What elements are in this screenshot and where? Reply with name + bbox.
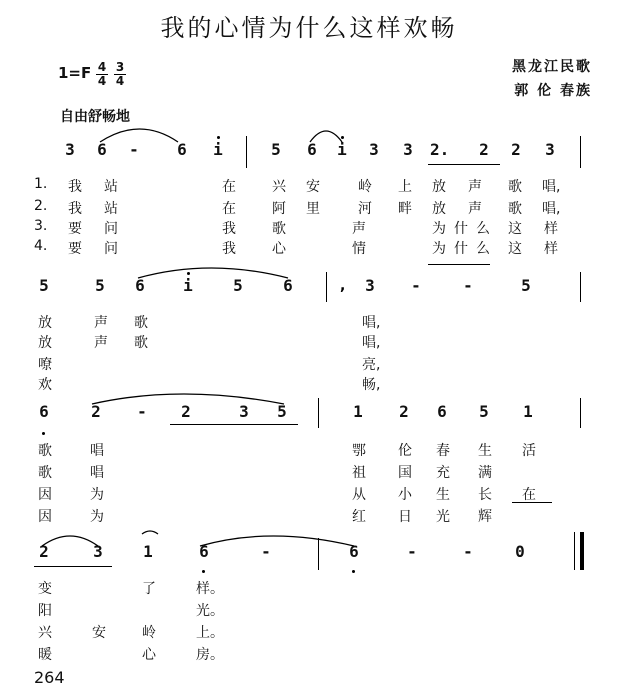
lyric-char: 充	[436, 465, 450, 481]
lyric-char: 么	[476, 221, 490, 237]
lyric-underline	[428, 264, 490, 265]
slur	[42, 536, 98, 546]
source-credit: 黑龙江民歌	[512, 59, 592, 75]
note: 1	[523, 402, 533, 421]
note: 2	[181, 402, 191, 421]
page-number: 264	[34, 668, 65, 687]
lyric-char: 生	[436, 487, 450, 503]
high-octave-dot	[341, 136, 344, 139]
note: 5	[39, 276, 49, 295]
svg-text:,: ,	[340, 278, 346, 294]
note: 5	[277, 402, 287, 421]
lyric-char: 样	[544, 221, 558, 237]
lyric-char: 畔	[398, 201, 412, 217]
lyric-char: 歌	[272, 221, 286, 237]
page-title: 我的心情为什么这样欢畅	[160, 14, 458, 42]
lyric-char: 声	[94, 335, 108, 351]
lyric-char: 放	[38, 315, 52, 331]
lyric-char: 声	[352, 221, 366, 237]
lyric-char: 安	[92, 625, 106, 641]
lyric-char: 欢	[38, 377, 52, 393]
key-signature: 1=F	[58, 64, 92, 82]
note: 6	[283, 276, 293, 295]
note: 1	[143, 542, 153, 561]
high-octave-dot	[217, 136, 220, 139]
lyric-char: 变	[38, 581, 52, 597]
lyric-char: 我	[68, 179, 82, 195]
note: 2	[511, 140, 521, 159]
lyric-char: 唱,	[542, 179, 561, 195]
note: 6	[177, 140, 187, 159]
lyric-char: 为	[432, 221, 446, 237]
lyric-char: 小	[398, 487, 412, 503]
lyric-char: 伦	[398, 443, 412, 459]
lyric-char: 从	[352, 487, 366, 503]
lyric-char: 样	[544, 241, 558, 257]
note: -	[463, 542, 473, 561]
note: 2	[399, 402, 409, 421]
beam-line	[34, 566, 112, 567]
lyric-underline	[512, 502, 552, 503]
note: 0	[515, 542, 525, 561]
note: 1	[353, 402, 363, 421]
lyric-char: 祖	[352, 465, 366, 481]
lyric-char: 兴	[38, 625, 52, 641]
note: 6	[39, 402, 49, 421]
note: i	[183, 276, 193, 295]
lyric-char: 歌	[508, 201, 522, 217]
lyric-char: 因	[38, 509, 52, 525]
low-octave-dot	[202, 570, 205, 573]
lyric-char: 房。	[196, 647, 224, 663]
lyric-char: 鄂	[352, 443, 366, 459]
lyric-char: 嘹	[38, 357, 52, 373]
lyric-char: 问	[104, 241, 118, 257]
lyric-char: 我	[222, 241, 236, 257]
time-denominator: 4	[115, 74, 125, 88]
lyric-char: 问	[104, 221, 118, 237]
verse-number: 2.	[34, 198, 48, 214]
verse-number: 4.	[34, 238, 48, 254]
lyric-char: 活	[522, 443, 536, 459]
slur	[138, 268, 288, 278]
lyric-char: 国	[398, 465, 412, 481]
lyric-char: 里	[306, 201, 320, 217]
lyric-char: 兴	[272, 179, 286, 195]
note: 3	[365, 276, 375, 295]
lyric-char: 唱	[90, 443, 104, 459]
lyric-char: 心	[272, 241, 286, 257]
note: 5	[95, 276, 105, 295]
lyric-char: 辉	[478, 509, 492, 525]
lyric-char: 生	[478, 443, 492, 459]
lyric-char: 歌	[508, 179, 522, 195]
lyric-char: 阳	[38, 603, 52, 619]
lyric-char: 满	[478, 465, 492, 481]
low-octave-dot	[352, 570, 355, 573]
note: 6	[199, 542, 209, 561]
lyric-char: 阿	[272, 201, 286, 217]
lyric-char: 歌	[134, 315, 148, 331]
note: 3	[403, 140, 413, 159]
verse-number: 1.	[34, 176, 48, 192]
lyric-char: 什	[454, 241, 468, 257]
beam-line	[428, 164, 500, 165]
note: -	[411, 276, 421, 295]
lyric-char: 岭	[142, 625, 156, 641]
time-numerator: 3	[115, 60, 125, 74]
note: 6	[349, 542, 359, 561]
lyric-char: 了	[142, 581, 156, 597]
note: 3	[369, 140, 379, 159]
lyric-char: 唱	[90, 465, 104, 481]
slur	[92, 394, 284, 404]
arranger-credit: 郭 伦 春族	[514, 83, 592, 99]
lyric-char: 放	[432, 179, 446, 195]
note: 5	[479, 402, 489, 421]
lyric-char: 心	[142, 647, 156, 663]
note: 6	[97, 140, 107, 159]
time-numerator: 4	[97, 60, 107, 74]
lyric-char: 么	[476, 241, 490, 257]
beam-line	[170, 424, 298, 425]
lyric-char: 日	[398, 509, 412, 525]
lyric-char: 暖	[38, 647, 52, 663]
note: 5	[271, 140, 281, 159]
lyric-char: 上	[398, 179, 412, 195]
lyric-char: 在	[222, 179, 236, 195]
note: 3	[93, 542, 103, 561]
lyric-char: 因	[38, 487, 52, 503]
lyric-char: 上。	[196, 625, 224, 641]
lyric-char: 长	[478, 487, 492, 503]
lyric-char: 为	[432, 241, 446, 257]
lyric-char: 畅,	[362, 377, 381, 393]
lyric-char: 声	[468, 201, 482, 217]
lyric-char: 样。	[196, 581, 224, 597]
lyric-char: 唱,	[542, 201, 561, 217]
note: -	[463, 276, 473, 295]
note: 3	[65, 140, 75, 159]
low-octave-dot	[42, 432, 45, 435]
note: i	[213, 140, 223, 159]
note: 2	[39, 542, 49, 561]
lyric-char: 光	[436, 509, 450, 525]
note: 5	[521, 276, 531, 295]
lyric-char: 为	[90, 509, 104, 525]
slur	[310, 131, 342, 142]
lyric-char: 歌	[38, 465, 52, 481]
lyric-char: 什	[454, 221, 468, 237]
lyric-char: 河	[358, 201, 372, 217]
lyric-char: 光。	[196, 603, 224, 619]
note: 2	[91, 402, 101, 421]
lyric-char: 声	[94, 315, 108, 331]
lyric-char: 春	[436, 443, 450, 459]
lyric-char: 站	[104, 201, 118, 217]
verse-number: 3.	[34, 218, 48, 234]
note: 2	[479, 140, 489, 159]
note: 3	[545, 140, 555, 159]
note: -	[407, 542, 417, 561]
lyric-char: 红	[352, 509, 366, 525]
slur	[100, 129, 178, 142]
tempo-marking: 自由舒畅地	[60, 109, 130, 125]
lyric-char: 站	[104, 179, 118, 195]
time-denominator: 4	[97, 74, 107, 88]
lyric-char: 歌	[134, 335, 148, 351]
lyric-char: 声	[468, 179, 482, 195]
lyric-char: 这	[508, 221, 522, 237]
note: 6	[307, 140, 317, 159]
lyric-char: 要	[68, 241, 82, 257]
lyric-char: 我	[222, 221, 236, 237]
lyric-char: 为	[90, 487, 104, 503]
note: i	[337, 140, 347, 159]
lyric-char: 岭	[358, 179, 372, 195]
slur	[200, 536, 354, 546]
note: -	[129, 140, 139, 159]
lyric-char: 在	[522, 487, 536, 503]
lyric-char: 亮,	[362, 357, 381, 373]
note: -	[261, 542, 271, 561]
lyric-char: 要	[68, 221, 82, 237]
lyric-char: 放	[432, 201, 446, 217]
lyric-char: 我	[68, 201, 82, 217]
note: -	[137, 402, 147, 421]
lyric-char: 歌	[38, 443, 52, 459]
lyric-char: 唱,	[362, 315, 381, 331]
note: 6	[437, 402, 447, 421]
note: 3	[239, 402, 249, 421]
lyric-char: 放	[38, 335, 52, 351]
lyric-char: 这	[508, 241, 522, 257]
lyric-char: 唱,	[362, 335, 381, 351]
note: 6	[135, 276, 145, 295]
fermata-mark	[142, 531, 158, 534]
note: 2.	[430, 140, 450, 159]
lyric-char: 安	[306, 179, 320, 195]
lyric-char: 在	[222, 201, 236, 217]
note: 5	[233, 276, 243, 295]
high-octave-dot	[187, 272, 190, 275]
lyric-char: 情	[352, 241, 366, 257]
